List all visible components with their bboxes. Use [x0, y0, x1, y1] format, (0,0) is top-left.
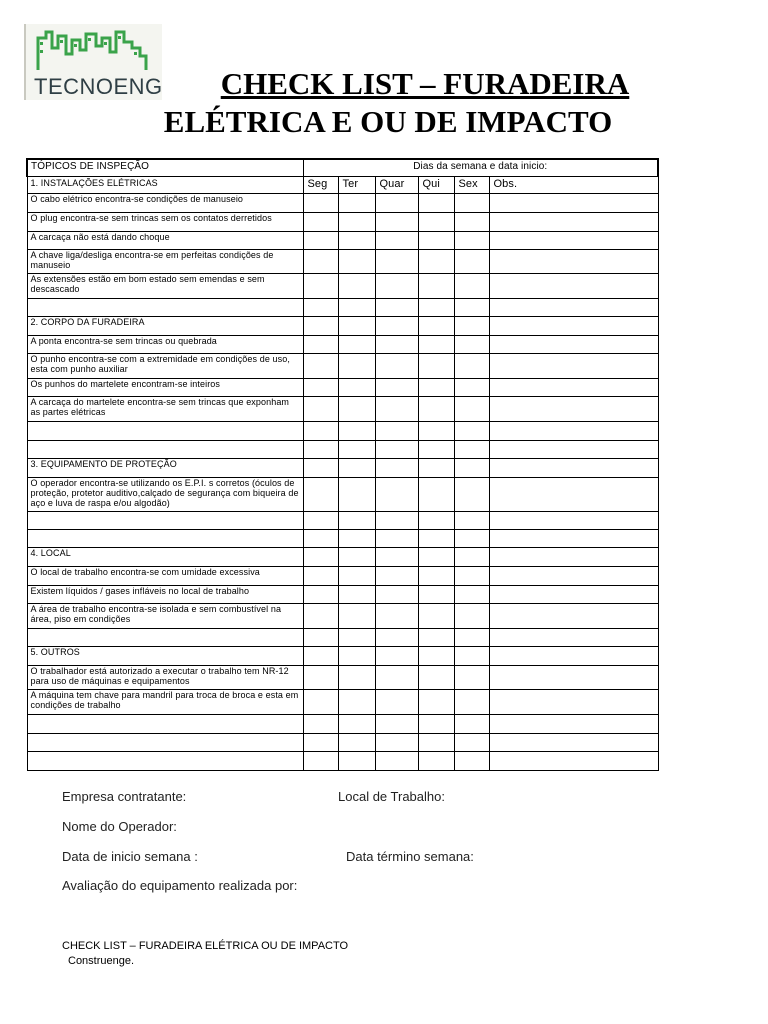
check-cell[interactable] [489, 689, 658, 714]
check-cell[interactable] [303, 529, 338, 547]
check-cell[interactable] [303, 298, 338, 316]
check-cell[interactable] [454, 273, 489, 298]
check-cell[interactable] [338, 646, 375, 665]
check-cell[interactable] [418, 477, 454, 511]
table-row [27, 396, 658, 421]
check-cell[interactable] [454, 440, 489, 458]
check-cell[interactable] [454, 566, 489, 585]
check-cell[interactable] [418, 231, 454, 249]
check-cell[interactable] [418, 458, 454, 477]
table-row [27, 628, 658, 646]
check-cell[interactable] [303, 714, 338, 733]
table-row [27, 298, 658, 316]
check-cell[interactable] [489, 714, 658, 733]
check-cell[interactable] [375, 733, 418, 751]
check-cell[interactable] [454, 603, 489, 628]
check-cell[interactable] [303, 193, 338, 212]
check-cell[interactable] [489, 733, 658, 751]
check-cell[interactable] [375, 751, 418, 770]
inspection-item [27, 628, 303, 646]
document-title-line2: ELÉTRICA E OU DE IMPACTO [163, 104, 613, 139]
check-cell[interactable] [489, 298, 658, 316]
check-cell[interactable] [303, 511, 338, 529]
check-cell[interactable] [418, 665, 454, 689]
inspection-item [27, 751, 303, 770]
check-cell[interactable] [303, 316, 338, 335]
check-cell[interactable] [338, 585, 375, 603]
check-cell[interactable] [303, 440, 338, 458]
table-row [27, 193, 658, 212]
check-cell[interactable] [338, 440, 375, 458]
table-row [27, 477, 658, 511]
check-cell[interactable] [338, 751, 375, 770]
check-cell[interactable] [375, 193, 418, 212]
check-cell[interactable] [303, 585, 338, 603]
check-cell[interactable] [418, 733, 454, 751]
check-cell[interactable] [454, 751, 489, 770]
check-cell[interactable] [303, 689, 338, 714]
table-row [27, 231, 658, 249]
inspection-item: O trabalhador está autorizado a executar o trabalho tem NR-12 para uso de máquinas e equipamentos [27, 665, 303, 689]
check-cell[interactable] [375, 231, 418, 249]
table-row [27, 529, 658, 547]
check-cell[interactable] [489, 665, 658, 689]
inspection-item: O local de trabalho encontra-se com umidade excessiva [27, 566, 303, 585]
inspection-item [27, 298, 303, 316]
check-cell[interactable] [418, 212, 454, 231]
check-cell[interactable] [454, 212, 489, 231]
day-column-header: Obs. [489, 176, 658, 193]
check-cell[interactable] [303, 273, 338, 298]
check-cell[interactable] [489, 440, 658, 458]
check-cell[interactable] [303, 353, 338, 378]
check-cell[interactable] [338, 529, 375, 547]
check-cell[interactable] [418, 353, 454, 378]
check-cell[interactable] [338, 547, 375, 566]
check-cell[interactable] [489, 566, 658, 585]
check-cell[interactable] [418, 603, 454, 628]
check-cell[interactable] [418, 689, 454, 714]
table-row [27, 511, 658, 529]
day-column-header: Seg [303, 176, 338, 193]
table-row [27, 566, 658, 585]
check-cell[interactable] [303, 646, 338, 665]
table-row [27, 212, 658, 231]
table-row [27, 665, 658, 689]
table-row [27, 273, 658, 298]
check-cell[interactable] [489, 529, 658, 547]
check-cell[interactable] [375, 529, 418, 547]
check-cell[interactable] [375, 603, 418, 628]
check-cell[interactable] [454, 458, 489, 477]
check-cell[interactable] [338, 212, 375, 231]
data-inicio-label: Data de inicio semana : [62, 849, 198, 864]
inspection-item [27, 511, 303, 529]
check-cell[interactable] [338, 689, 375, 714]
check-cell[interactable] [489, 193, 658, 212]
check-cell[interactable] [489, 547, 658, 566]
empresa-contratante-label: Empresa contratante: [62, 789, 187, 804]
check-cell[interactable] [338, 353, 375, 378]
check-cell[interactable] [489, 751, 658, 770]
check-cell[interactable] [375, 212, 418, 231]
day-column-header: Sex [454, 176, 489, 193]
check-cell[interactable] [338, 714, 375, 733]
check-cell[interactable] [489, 603, 658, 628]
check-cell[interactable] [375, 353, 418, 378]
check-cell[interactable] [375, 566, 418, 585]
check-cell[interactable] [489, 396, 658, 421]
inspection-item: 3. EQUIPAMENTO DE PROTEÇÃO [27, 458, 303, 477]
check-cell[interactable] [303, 477, 338, 511]
check-cell[interactable] [418, 335, 454, 353]
check-cell[interactable] [418, 273, 454, 298]
check-cell[interactable] [338, 249, 375, 273]
table-row [27, 603, 658, 628]
check-cell[interactable] [454, 733, 489, 751]
check-cell[interactable] [454, 477, 489, 511]
check-cell[interactable] [338, 231, 375, 249]
check-cell[interactable] [454, 646, 489, 665]
check-cell[interactable] [338, 378, 375, 396]
check-cell[interactable] [489, 249, 658, 273]
inspection-item: O cabo elétrico encontra-se condições de manuseio [27, 193, 303, 212]
check-cell[interactable] [454, 689, 489, 714]
check-cell[interactable] [303, 547, 338, 566]
check-cell[interactable] [418, 547, 454, 566]
inspection-item: 4. LOCAL [27, 547, 303, 566]
check-cell[interactable] [303, 421, 338, 440]
check-cell[interactable] [375, 273, 418, 298]
check-cell[interactable] [489, 378, 658, 396]
check-cell[interactable] [375, 646, 418, 665]
table-row [27, 646, 658, 665]
inspection-item: Os punhos do martelete encontram-se inteiros [27, 378, 303, 396]
check-cell[interactable] [303, 665, 338, 689]
check-cell[interactable] [303, 458, 338, 477]
check-cell[interactable] [375, 316, 418, 335]
check-cell[interactable] [489, 316, 658, 335]
check-cell[interactable] [375, 440, 418, 458]
table-header-row [27, 159, 658, 176]
check-cell[interactable] [338, 273, 375, 298]
check-cell[interactable] [454, 585, 489, 603]
check-cell[interactable] [489, 477, 658, 511]
table-row [27, 378, 658, 396]
data-termino-label: Data término semana: [346, 849, 474, 864]
inspection-item: O plug encontra-se sem trincas sem os contatos derretidos [27, 212, 303, 231]
check-cell[interactable] [454, 249, 489, 273]
check-cell[interactable] [454, 378, 489, 396]
check-cell[interactable] [418, 751, 454, 770]
check-cell[interactable] [375, 714, 418, 733]
check-cell[interactable] [375, 477, 418, 511]
check-cell[interactable] [418, 298, 454, 316]
check-cell[interactable] [489, 353, 658, 378]
inspection-item [27, 421, 303, 440]
table-row [27, 458, 658, 477]
check-cell[interactable] [489, 585, 658, 603]
check-cell[interactable] [418, 378, 454, 396]
document-title-line1: CHECK LIST – FURADEIRA [220, 66, 630, 101]
check-cell[interactable] [338, 665, 375, 689]
check-cell[interactable] [418, 628, 454, 646]
inspection-item: O punho encontra-se com a extremidade em condições de uso, esta com punho auxiliar [27, 353, 303, 378]
inspection-item: A carcaça do martelete encontra-se sem trincas que exponham as partes elétricas [27, 396, 303, 421]
check-cell[interactable] [338, 603, 375, 628]
day-column-header: Qui [418, 176, 454, 193]
footer-document-title: CHECK LIST – FURADEIRA ELÉTRICA OU DE IMPACTO [62, 940, 349, 952]
check-cell[interactable] [375, 249, 418, 273]
check-cell[interactable] [454, 547, 489, 566]
inspection-item: A máquina tem chave para mandril para troca de broca e esta em condições de trabalho [27, 689, 303, 714]
check-cell[interactable] [375, 335, 418, 353]
table-row [27, 733, 658, 751]
table-row [27, 547, 658, 566]
inspection-item: A carcaça não está dando choque [27, 231, 303, 249]
check-cell[interactable] [303, 566, 338, 585]
inspection-item: A área de trabalho encontra-se isolada e sem combustível na área, piso em condições [27, 603, 303, 628]
table-row [27, 585, 658, 603]
check-cell[interactable] [338, 733, 375, 751]
check-cell[interactable] [454, 421, 489, 440]
check-cell[interactable] [454, 511, 489, 529]
check-cell[interactable] [418, 316, 454, 335]
table-row [27, 316, 658, 335]
check-cell[interactable] [489, 458, 658, 477]
check-cell[interactable] [454, 628, 489, 646]
avaliacao-label: Avaliação do equipamento realizada por: [62, 878, 298, 893]
inspection-item: A chave liga/desliga encontra-se em perfeitas condições de manuseio [27, 249, 303, 273]
check-cell[interactable] [375, 378, 418, 396]
inspection-item: As extensões estão em bom estado sem emendas e sem descascado [27, 273, 303, 298]
check-cell[interactable] [338, 396, 375, 421]
check-cell[interactable] [338, 458, 375, 477]
check-cell[interactable] [303, 628, 338, 646]
check-cell[interactable] [489, 273, 658, 298]
check-cell[interactable] [418, 511, 454, 529]
check-cell[interactable] [303, 396, 338, 421]
inspection-item: O operador encontra-se utilizando os E.P.I. s corretos (óculos de proteção, protetor auditivo,calçado de segurança com biqueira de aço e luva de raspa e/ou algodão) [27, 477, 303, 511]
check-cell[interactable] [454, 714, 489, 733]
check-cell[interactable] [489, 231, 658, 249]
table-row [27, 714, 658, 733]
check-cell[interactable] [303, 212, 338, 231]
check-cell[interactable] [489, 421, 658, 440]
inspection-item [27, 714, 303, 733]
check-cell[interactable] [454, 335, 489, 353]
check-cell[interactable] [375, 585, 418, 603]
check-cell[interactable] [418, 646, 454, 665]
check-cell[interactable] [418, 396, 454, 421]
check-cell[interactable] [454, 353, 489, 378]
inspection-item: Existem líquidos / gases infláveis no local de trabalho [27, 585, 303, 603]
table-row [27, 689, 658, 714]
check-cell[interactable] [454, 193, 489, 212]
check-cell[interactable] [338, 316, 375, 335]
inspection-item [27, 733, 303, 751]
check-cell[interactable] [375, 298, 418, 316]
check-cell[interactable] [375, 547, 418, 566]
topics-header: TÓPICOS DE INSPEÇÃO [27, 159, 303, 176]
check-cell[interactable] [375, 458, 418, 477]
check-cell[interactable] [303, 231, 338, 249]
check-cell[interactable] [375, 421, 418, 440]
table-row [27, 249, 658, 273]
check-cell[interactable] [489, 646, 658, 665]
check-cell[interactable] [418, 440, 454, 458]
check-cell[interactable] [375, 628, 418, 646]
check-cell[interactable] [338, 193, 375, 212]
table-row [27, 176, 658, 193]
check-cell[interactable] [418, 249, 454, 273]
check-cell[interactable] [338, 566, 375, 585]
days-header: Dias da semana e data inicio: [303, 159, 658, 176]
local-trabalho-label: Local de Trabalho: [338, 789, 445, 804]
check-cell[interactable] [375, 689, 418, 714]
check-cell[interactable] [375, 665, 418, 689]
check-cell[interactable] [303, 249, 338, 273]
day-column-header: Ter [338, 176, 375, 193]
check-cell[interactable] [338, 335, 375, 353]
inspection-checklist-table [26, 158, 659, 771]
check-cell[interactable] [338, 511, 375, 529]
check-cell[interactable] [338, 298, 375, 316]
check-cell[interactable] [418, 566, 454, 585]
check-cell[interactable] [303, 335, 338, 353]
check-cell[interactable] [375, 511, 418, 529]
table-row [27, 335, 658, 353]
check-cell[interactable] [454, 231, 489, 249]
inspection-item [27, 529, 303, 547]
check-cell[interactable] [418, 714, 454, 733]
check-cell[interactable] [454, 316, 489, 335]
inspection-item: 5. OUTROS [27, 646, 303, 665]
check-cell[interactable] [303, 603, 338, 628]
footer-company: Construenge. [68, 955, 135, 967]
check-cell[interactable] [303, 751, 338, 770]
table-row [27, 751, 658, 770]
check-cell[interactable] [489, 212, 658, 231]
inspection-item: A ponta encontra-se sem trincas ou quebrada [27, 335, 303, 353]
logo-text: TECNOENG [34, 74, 163, 99]
nome-operador-label: Nome do Operador: [62, 819, 177, 834]
check-cell[interactable] [489, 335, 658, 353]
check-cell[interactable] [454, 298, 489, 316]
check-cell[interactable] [303, 733, 338, 751]
check-cell[interactable] [454, 665, 489, 689]
check-cell[interactable] [418, 193, 454, 212]
inspection-item: 2. CORPO DA FURADEIRA [27, 316, 303, 335]
table-row [27, 440, 658, 458]
table-row [27, 353, 658, 378]
check-cell[interactable] [418, 585, 454, 603]
check-cell[interactable] [338, 477, 375, 511]
check-cell[interactable] [454, 396, 489, 421]
inspection-item: 1. INSTALAÇÕES ELÉTRICAS [27, 176, 303, 193]
check-cell[interactable] [303, 378, 338, 396]
check-cell[interactable] [375, 396, 418, 421]
check-cell[interactable] [418, 529, 454, 547]
check-cell[interactable] [418, 421, 454, 440]
inspection-item [27, 440, 303, 458]
check-cell[interactable] [489, 511, 658, 529]
check-cell[interactable] [338, 628, 375, 646]
check-cell[interactable] [338, 421, 375, 440]
check-cell[interactable] [489, 628, 658, 646]
check-cell[interactable] [454, 529, 489, 547]
day-column-header: Quar [375, 176, 418, 193]
table-row [27, 421, 658, 440]
